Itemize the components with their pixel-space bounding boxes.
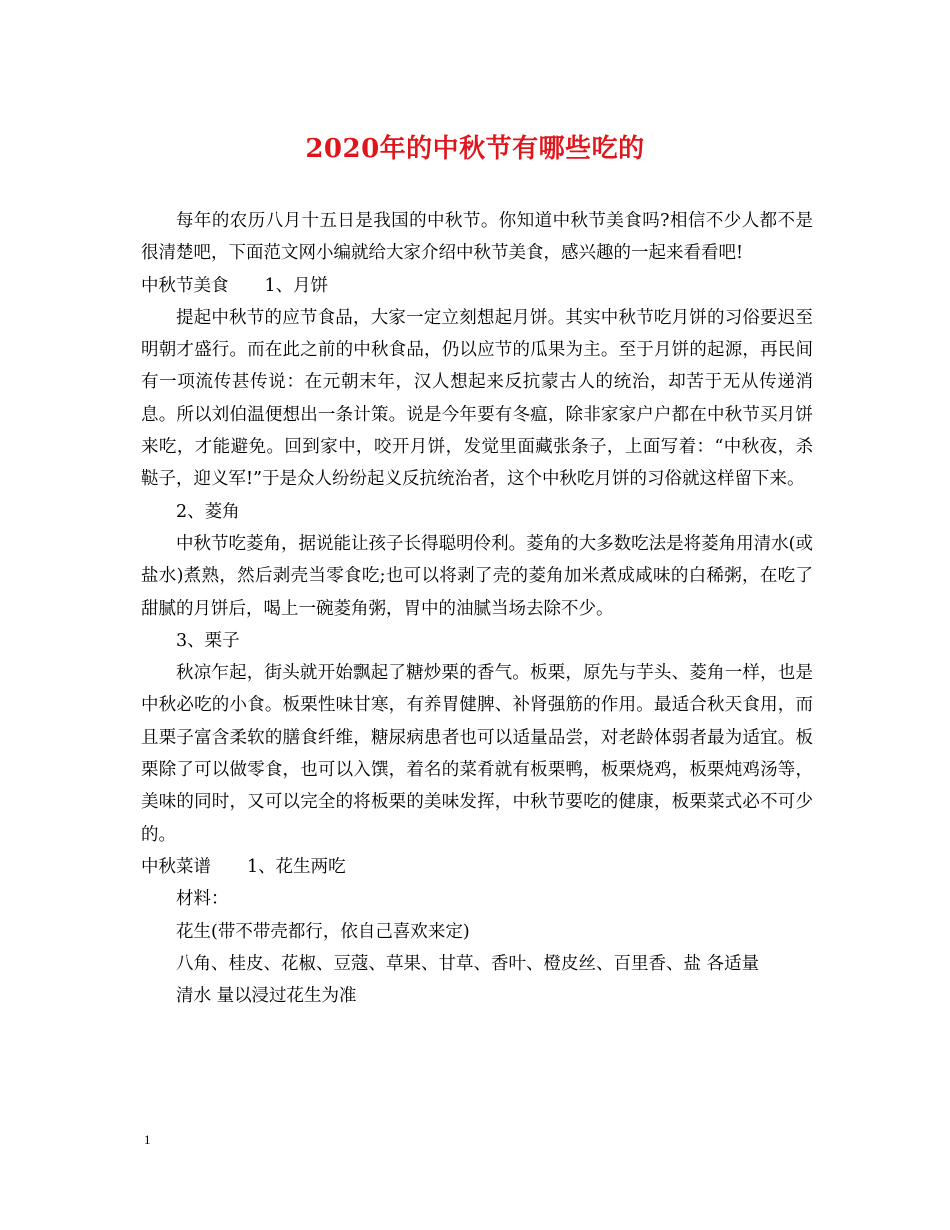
material-line: 八角、桂皮、花椒、豆蔻、草果、甘草、香叶、橙皮丝、百里香、盐 各适量 bbox=[176, 953, 760, 974]
water-caltrop-paragraph: 中秋节吃菱角，据说能让孩子长得聪明伶利。菱角的大多数吃法是将菱角用清水(或盐水)煮熟，然后剥壳当零食吃;也可以将剥了壳的菱角加米煮成咸味的白稀粥，在吃了甜腻的月饼后，喝上一碗菱角粥，胃中的油腻当场去除不少。 bbox=[141, 533, 813, 619]
section-heading-line bbox=[141, 270, 813, 302]
page-number: 1 bbox=[144, 1132, 151, 1147]
item-heading: 2、菱角 bbox=[176, 501, 240, 522]
intro-paragraph: 每年的农历八月十五日是我国的中秋节。你知道中秋节美食吗?相信不少人都不是很清楚吧，下面范文网小编就给大家介绍中秋节美食，感兴趣的一起来看看吧! bbox=[141, 211, 813, 264]
recipe-heading: 1、花生两吃 bbox=[247, 856, 346, 877]
document-title: 2020年的中秋节有哪些吃的 bbox=[305, 134, 645, 164]
materials-label: 材料： bbox=[176, 889, 229, 910]
section-heading: 中秋菜谱 bbox=[141, 856, 211, 877]
material-line: 花生(带不带壳都行，依自己喜欢来定) bbox=[176, 921, 470, 942]
item-heading: 3、栗子 bbox=[176, 630, 240, 651]
mooncake-paragraph: 提起中秋节的应节食品，大家一定立刻想起月饼。其实中秋节吃月饼的习俗要迟至明朝才盛行。而在此之前的中秋食品，仍以应节的瓜果为主。至于月饼的起源，再民间有一项流传甚传说：在元朝末年，汉人想起来反抗蒙古人的统治，却苦于无从传递消息。所以刘伯温便想出一条计策。说是今年要有冬瘟，除非家家户户都在中秋节买月饼来吃，才能避免。回到家中，咬开月饼，发觉里面藏张条子，上面写着：“中秋夜，杀鞑子，迎义军!”于是众人纷纷起义反抗统治者，这个中秋吃月饼的习俗就这样留下来。 bbox=[141, 307, 813, 490]
document-body bbox=[141, 205, 813, 1012]
section-heading: 中秋节美食 bbox=[141, 275, 229, 296]
item-heading: 1、月饼 bbox=[264, 275, 329, 296]
section-heading-line bbox=[141, 851, 813, 883]
material-line: 清水 量以浸过花生为准 bbox=[176, 986, 357, 1007]
chestnut-paragraph: 秋凉乍起，街头就开始飘起了糖炒栗的香气。板栗，原先与芋头、菱角一样，也是中秋必吃的小食。板栗性味甘寒，有养胃健脾、补肾强筋的作用。最适合秋天食用，而且栗子富含柔软的膳食纤维，糖尿病患者也可以适量品尝，对老龄体弱者最为适宜。板栗除了可以做零食，也可以入馔，着名的菜肴就有板栗鸭，板栗烧鸡，板栗炖鸡汤等，美味的同时，又可以完全的将板栗的美味发挥，中秋节要吃的健康，板栗菜式必不可少的。 bbox=[141, 663, 813, 845]
